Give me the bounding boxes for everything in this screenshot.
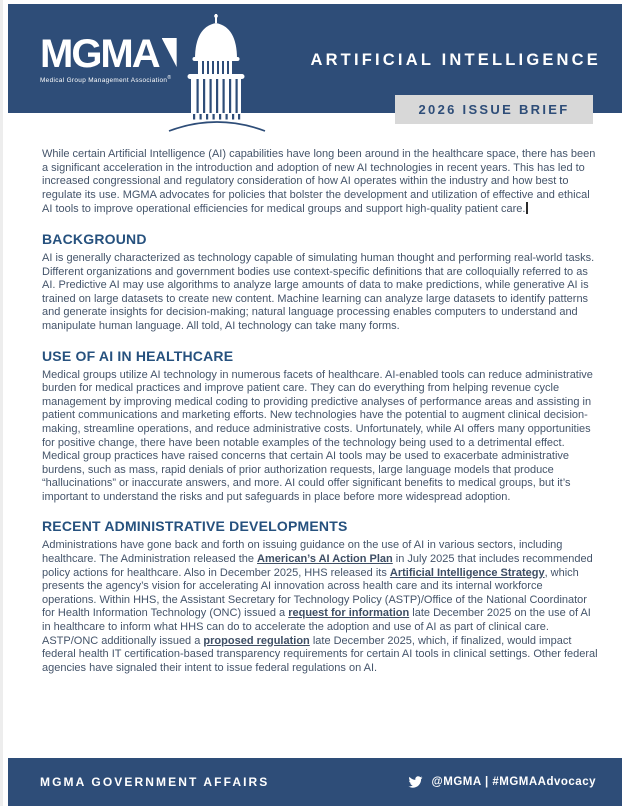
mgma-logo-text: MGMA [40, 32, 159, 76]
inline-link[interactable]: American’s AI Action Plan [257, 553, 393, 566]
section-heading-background: BACKGROUND [42, 230, 147, 247]
footer-social[interactable] [407, 775, 596, 789]
use-of-ai-paragraph: Medical groups utilize AI technology in numerous facets of healthcare. AI-enabled tools can reduce administrative burden for medical practices and improve patient care. They can do everything from helping revenue cycle management by improving medical coding to providing predictive analyses of performance areas and assisting in patient communications and marketing efforts. New technologies have the potential to augment clinical decision-making, streamline operations, and reduce administrative costs. Unfortunately, while AI offers many opportunities for positive change, there have been notable examples of the technology being used to a detrimental effect. Medical group practices have raised concerns that certain AI tools may be used to exacerbate administrative burdens, such as mass, rapid denials of prior authorization requests, large language models that produce “hallucinations” or inaccurate answers, and more. AI could offer significant benefits to medical groups, but it’s important to understand the risks and put safeguards in place before more widespread adoption. [42, 368, 593, 503]
inline-link[interactable]: Artificial Intelligence Strategy [389, 566, 545, 579]
mgma-logo-wordmark [40, 32, 177, 76]
intro-paragraph: While certain Artificial Intelligence (AI) capabilities have long been around in the healthcare space, there has been a significant acceleration in the introduction and adoption of new AI technologies in recent years. This has led to increased congressional and regulatory consideration of how AI operates within the industry and how best to regulate its use. MGMA advocates for policies that bolster the development and utilization of effective and ethical AI tools to improve operational efficiencies for medical groups and support high-quality patient care. [42, 148, 596, 216]
section-background [42, 231, 598, 334]
section-heading-use-of-ai: USE OF AI IN HEALTHCARE [42, 347, 234, 364]
text-cursor [526, 202, 528, 214]
paragraph-text: Administrations have gone back and forth on issuing guidance on the use of AI in various sectors, including healthcare. The Administration released the [42, 539, 563, 566]
background-paragraph: AI is generally characterized as technology capable of simulating human thought and performing real-world tasks. Different organizations and government bodies use context-specific definitions that are colloquially referred to as AI. Predictive AI may use algorithms to analyze large amounts of data to make predictions, while generative AI is trained on large datasets to create new content. Machine learning can analyze large datasets to identify patterns and generate insights for decision-making; natural language processing enables computers to understand and manipulate human language. All told, AI technology can take many forms. [42, 251, 595, 332]
issue-brief-badge: 2026 ISSUE BRIEF [395, 95, 593, 124]
section-heading-recent-developments: RECENT ADMINISTRATIVE DEVELOPMENTS [42, 518, 348, 535]
paragraph-text: , which presents the agency’s vision for accelerating AI innovation across health care and its internal workforce operations. Within HHS, the Assistant Secretary for Technology Policy (ASTP)/Office of the National Coordinator for Health Information Technology (ONC) issued a [42, 566, 587, 620]
footer-band [8, 758, 622, 806]
section-use-of-ai [42, 348, 598, 505]
document-title: ARTIFICIAL INTELLIGENCE [310, 51, 601, 69]
mgma-logo-subtext: Medical Group Management Association® [40, 75, 172, 85]
paragraph-text: late December 2025 on the use of AI in healthcare to inform what HHS can do to accelerate the adoption and use of AI as part of clinical care. ASTP/ONC additionally issued a [42, 607, 591, 647]
inline-link[interactable]: proposed regulation [203, 634, 310, 647]
paragraph-text: late December 2025, which, if finalized, would impact federal health IT certification-based transparency requirements for certain AI tools in clinical settings. Other federal agencies have signaled their intent to issue federal regulations on AI. [42, 634, 598, 674]
registered-mark: ® [167, 75, 172, 81]
recent-developments-paragraph [42, 539, 598, 675]
footer-title: MGMA GOVERNMENT AFFAIRS [40, 775, 270, 789]
document-body [42, 148, 598, 675]
footer-social-handle: @MGMA | #MGMAAdvocacy [431, 776, 596, 788]
twitter-bird-icon [407, 775, 424, 789]
paragraph-text: in July 2025 that includes recommended policy actions for healthcare. Also in December 2025, HHS released its [42, 553, 593, 579]
mgma-logo [40, 32, 177, 85]
section-recent-developments [42, 518, 598, 675]
inline-link[interactable]: request for information [288, 607, 410, 620]
capitol-icon [167, 14, 267, 134]
page-left-edge [0, 0, 3, 806]
